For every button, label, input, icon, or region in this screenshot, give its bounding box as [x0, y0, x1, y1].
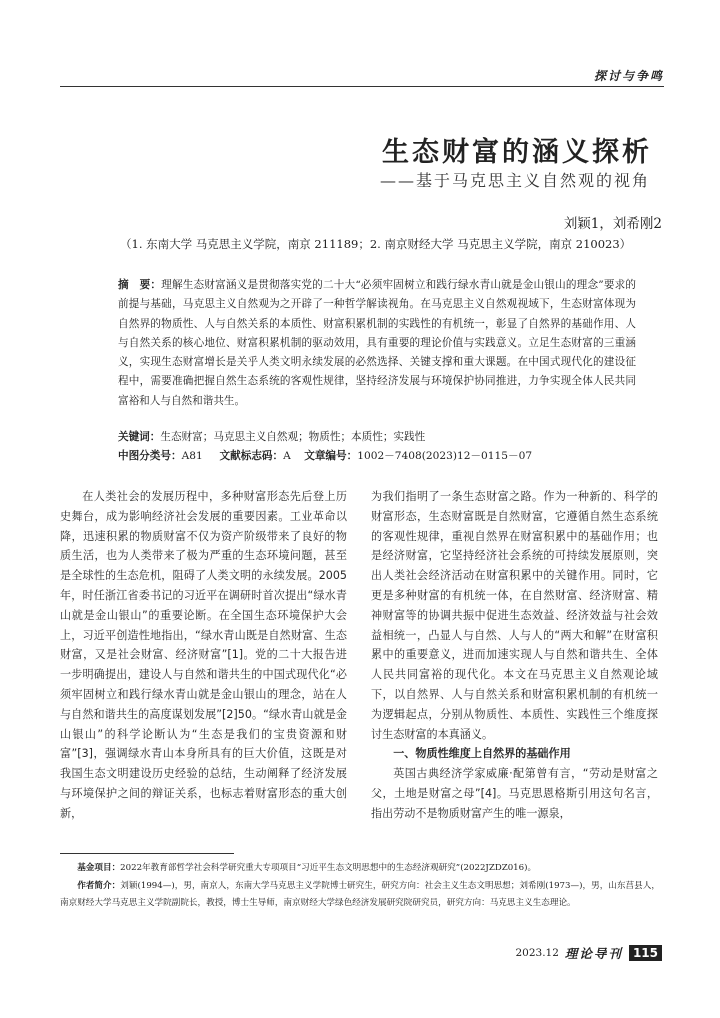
clc-label: 中图分类号：	[118, 450, 182, 462]
body-column-left	[60, 487, 347, 824]
page-footer	[516, 944, 663, 962]
article-no-value: 1002－7408(2023)12－0115－07	[357, 450, 533, 462]
body-paragraph: 英国古典经济学家威廉·配第曾有言，“劳动是财富之父，土地是财富之母”[4]。马克思恩格斯引用这句名言，指出劳动不是物质财富产生的唯一源泉，	[371, 767, 658, 820]
keywords-line	[118, 429, 425, 444]
header-rule	[60, 86, 664, 87]
author-bio-note	[60, 878, 660, 913]
fund-label: 基金项目：	[77, 863, 121, 873]
footnote-rule	[60, 853, 234, 854]
section-heading: 一、物质性维度上自然界的基础作用	[393, 747, 571, 761]
section-tag: 探讨与争鸣	[593, 69, 664, 83]
page-number: 115	[629, 945, 662, 961]
journal-name: 理论导刊	[564, 946, 623, 961]
issue-date: 2023.12	[515, 947, 559, 959]
doc-code-value: A	[283, 450, 291, 462]
fund-text: 2022年教育部哲学社会科学研究重大专项项目“习近平生态文明思想中的生态经济观研究”(2022JZDZ016)。	[120, 863, 537, 873]
classification-line	[118, 448, 532, 463]
abstract-label: 摘 要：	[118, 279, 162, 291]
keywords-label: 关键词：	[118, 431, 161, 443]
article-no-label: 文章编号：	[304, 450, 358, 462]
footnotes	[60, 860, 660, 913]
article-subtitle: ——基于马克思主义自然观的视角	[379, 171, 650, 190]
abstract	[118, 276, 636, 411]
bio-text: 刘颖(1994—)，男，南京人，东南大学马克思主义学院博士研究生，研究方向：社会主义生态文明思想；刘希刚(1973—)，男，山东莒县人，南京财经大学马克思主义学院副院长，教授，博士生导师，南京财经大学绿色经济发展研究院研究员，研究方向：马克思主义生态理论。	[60, 880, 660, 908]
body-column-right	[371, 487, 658, 824]
body-paragraph: 为我们指明了一条生态财富之路。作为一种新的、科学的财富形态，生态财富既是自然财富，它遵循自然生态系统的客观性规律，重视自然界在财富积累中的基础作用；也是经济财富，它坚持经济社会系统的可持续发展原则，突出人类社会经济活动在财富积累中的关键作用。同时，它更是多种财富的有机统一体，在自然财富、经济财富、精神财富等的协调共振中促进生态效益、经济效益与社会效益相统一，凸显人与自然、人与人的“两大和解”在财富积累中的重要意义，进而加速实现人与自然和谐共生、全体人民共同富裕的现代化。本文在马克思主义自然观论域下，以自然界、人与自然关系和财富积累机制的有机统一为逻辑起点，分别从物质性、本质性、实践性三个维度探讨生态财富的本真涵义。	[371, 490, 658, 741]
abstract-text: 理解生态财富涵义是贯彻落实党的二十大“必须牢固树立和践行绿水青山就是金山银山的理念”要求的前提与基础，马克思主义自然观为之开辟了一种哲学解读视角。在马克思主义自然观视域下，生态财富体现为自然界的物质性、人与自然关系的本质性、财富积累机制的实践性的有机统一，彰显了自然界的基础作用、人与自然关系的核心地位、财富积累机制的驱动效用，具有重要的理论价值与实践意义。立足生态财富的三重涵义，实现生态财富增长是关乎人类文明永续发展的必然选择、关键支撑和重大课题。在中国式现代化的建设征程中，需要准确把握自然生态系统的客观性规律，坚持经济发展与环境保护协同推进，力争实现全体人民共同富裕和人与自然和谐共生。	[118, 279, 637, 407]
keywords: 生态财富；马克思主义自然观；物质性；本质性；实践性	[160, 431, 426, 443]
doc-code-label: 文献标志码：	[219, 450, 284, 462]
fund-note	[60, 860, 660, 878]
affiliation-line: （1. 东南大学 马克思主义学院，南京 211189；2. 南京财经大学 马克思主义学院，南京 210023）	[120, 237, 632, 251]
article-title: 生态财富的涵义探析	[382, 137, 652, 168]
bio-label: 作者简介：	[77, 880, 121, 891]
clc-value: A81	[181, 450, 203, 462]
author-line: 刘颖1，刘希刚2	[563, 216, 662, 232]
body-paragraph: 在人类社会的发展历程中，多种财富形态先后登上历史舞台，成为影响经济社会发展的重要因素。工业革命以降，迅速积累的物质财富不仅为资产阶级带来了良好的物质生活，也为人类带来了极为严重的生态环境问题，甚至是全球性的生态危机，阻碍了人类文明的永续发展。2005年，时任浙江省委书记的习近平在调研时首次提出“绿水青山就是金山银山”的重要论断。在全国生态环境保护大会上，习近平创造性地指出，“绿水青山既是自然财富、生态财富，又是社会财富、经济财富”[1]。党的二十大报告进一步明确提出，建设人与自然和谐共生的中国式现代化“必须牢固树立和践行绿水青山就是金山银山的理念，站在人与自然和谐共生的高度谋划发展”[2]50。“绿水青山就是金山银山”的科学论断认为“生态是我们的宝贵资源和财富”[3]，强调绿水青山本身所具有的巨大价值，这既是对我国生态文明建设历史经验的总结，生动阐释了经济发展与环境保护之间的辩证关系，也标志着财富形态的重大创新，	[60, 490, 347, 820]
